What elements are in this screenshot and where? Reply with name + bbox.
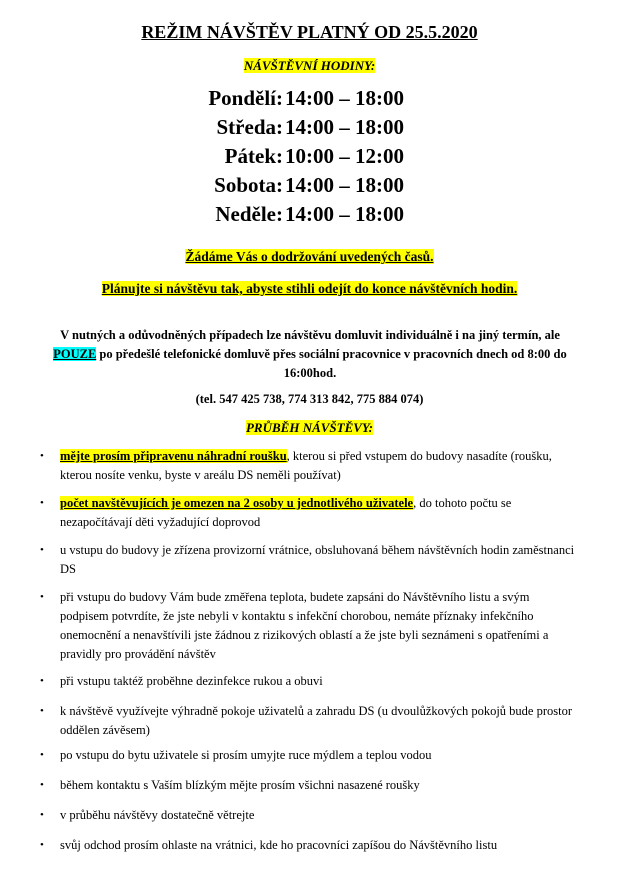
hours-row	[0, 144, 619, 174]
list-item-body: , kterou si před vstupem do budovy nasadíte (roušku, kterou nosíte venku, byste v areálu DS neměli používat)	[60, 449, 552, 482]
hours-row	[0, 115, 619, 145]
hours-day: Sobota:	[214, 173, 283, 197]
list-item-text	[60, 447, 580, 485]
bullet-icon: •	[40, 809, 44, 821]
notice-plan-visit	[0, 281, 619, 297]
hours-time: 14:00 – 18:00	[285, 86, 404, 110]
visit-progress-label	[0, 420, 619, 436]
info-text-part1: V nutných a odůvodněných případech lze návštěvu domluvit individuálně i na jiný termín, ale	[60, 328, 560, 342]
hours-time: 14:00 – 18:00	[285, 115, 404, 139]
bullet-icon: •	[40, 591, 44, 603]
list-item-text: po vstupu do bytu uživatele si prosím umyjte ruce mýdlem a teplou vodou	[60, 748, 432, 762]
hours-day: Neděle:	[215, 202, 283, 226]
bullet-icon: •	[40, 839, 44, 851]
list-item-body: , do tohoto počtu se nezapočítávají děti vyžadující doprovod	[60, 496, 512, 529]
bullet-icon: •	[40, 544, 44, 556]
bullet-icon: •	[40, 779, 44, 791]
notice-keep-times-text: Žádáme Vás o dodržování uvedených časů.	[185, 249, 434, 264]
bullet-icon: •	[40, 705, 44, 717]
list-item-text: při vstupu taktéž proběhne dezinfekce rukou a obuvi	[60, 674, 323, 688]
hours-day: Středa:	[216, 115, 283, 139]
list-item-text: u vstupu do budovy je zřízena provizorní vrátnice, obsluhovaná během návštěvních hodin zaměstnanci DS	[60, 543, 575, 576]
list-item-text: během kontaktu s Vaším blízkým mějte prosím všichni nasazené roušky	[60, 778, 420, 792]
page-title: REŽIM NÁVŠTĚV PLATNÝ OD 25.5.2020	[141, 22, 478, 42]
hours-time: 10:00 – 12:00	[285, 144, 404, 168]
list-item-lead: počet navštěvujících je omezen na 2 osoby u jednotlivého uživatele	[60, 496, 414, 510]
list-item-text: při vstupu do budovy Vám bude změřena teplota, budete zapsáni do Návštěvního listu a svým podpisem potvrdíte, že jste nebyli v kontaktu s infekční chorobou, nemáte příznaky infekčního onemocnění a nenavštívili jste žádnou z rizikových oblastí a že jste byli seznámeni s opatřeními a pravidly pro provádění návštěv	[60, 590, 549, 661]
notice-plan-visit-text: Plánujte si návštěvu tak, abyste stihli odejít do konce návštěvních hodin.	[101, 281, 518, 296]
visit-progress-label-text: PRŮBĚH NÁVŠTĚVY:	[245, 420, 374, 435]
bullet-icon: •	[40, 675, 44, 687]
hours-day: Pátek:	[224, 144, 283, 168]
bullet-icon: •	[40, 450, 44, 462]
info-text-part2: po předešlé telefonické domluvě přes sociální pracovnice v pracovních dnech od 8:00 do 16:00hod.	[99, 347, 567, 380]
hours-row	[0, 173, 619, 203]
bullet-icon: •	[40, 749, 44, 761]
hours-row	[0, 86, 619, 116]
individual-visit-info	[40, 326, 580, 383]
hours-day: Pondělí:	[208, 86, 283, 110]
visiting-hours-label	[0, 58, 619, 74]
list-item-text: v průběhu návštěvy dostatečně větrejte	[60, 808, 255, 822]
phone-numbers: (tel. 547 425 738, 774 313 842, 775 884 074)	[195, 392, 424, 406]
notice-keep-times	[0, 249, 619, 265]
list-item-text: k návštěvě využívejte výhradně pokoje uživatelů a zahradu DS (u dvoulůžkových pokojů bude prostor oddělen závěsem)	[60, 704, 573, 737]
list-item-text	[60, 494, 580, 532]
visiting-hours-label-text: NÁVŠTĚVNÍ HODINY:	[243, 58, 376, 73]
bullet-icon: •	[40, 497, 44, 509]
info-pouze: POUZE	[53, 347, 97, 361]
list-item-lead: mějte prosím připravenu náhradní roušku	[60, 449, 287, 463]
list-item-text: svůj odchod prosím ohlaste na vrátnici, kde ho pracovníci zapíšou do Návštěvního listu	[60, 838, 498, 852]
hours-row	[0, 202, 619, 232]
hours-time: 14:00 – 18:00	[285, 173, 404, 197]
hours-time: 14:00 – 18:00	[285, 202, 404, 226]
